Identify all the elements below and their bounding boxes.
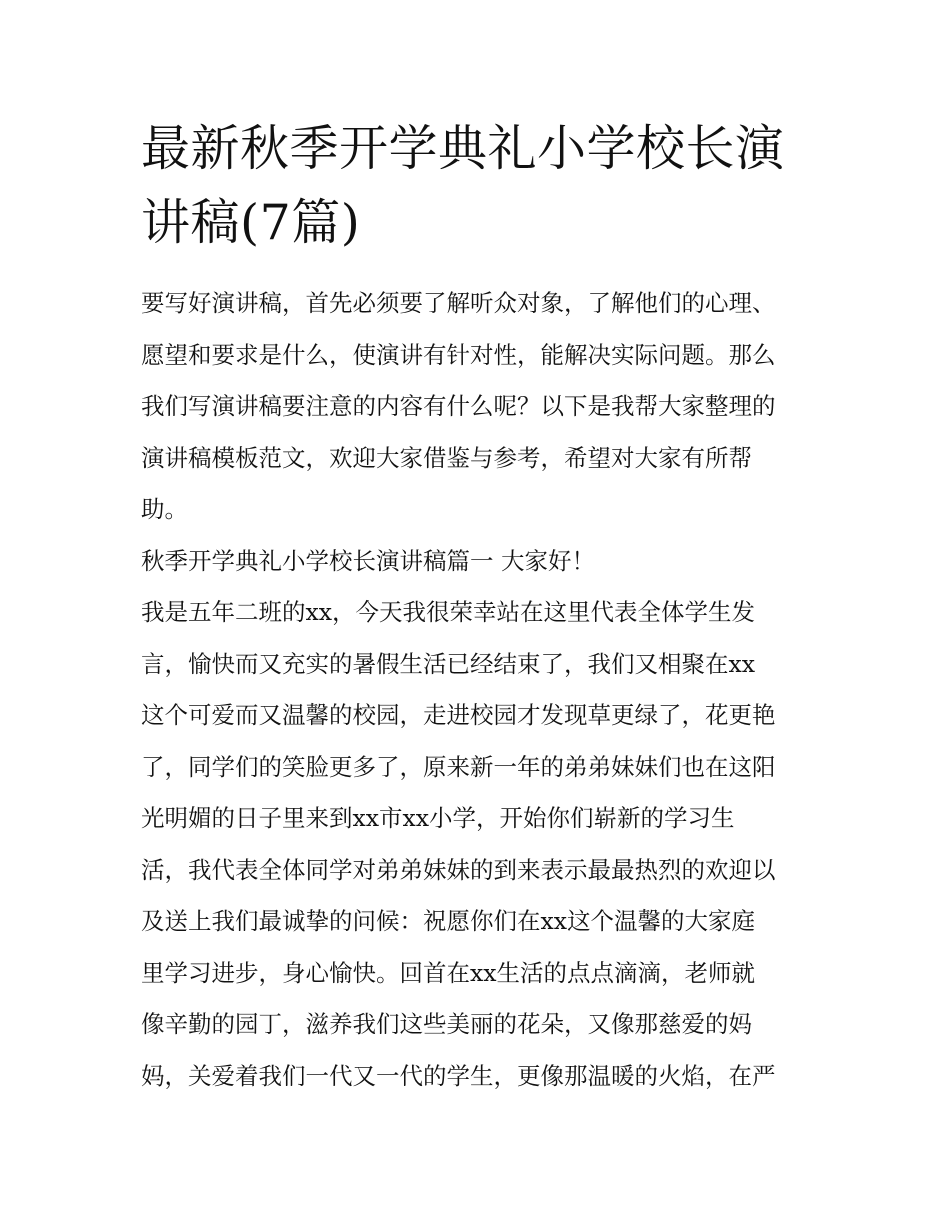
body-line: 了，同学们的笑脸更多了，原来新一年的弟弟妹妹们也在这阳 xyxy=(141,752,776,781)
body-line: 言，愉快而又充实的暑假生活已经结束了，我们又相聚在xx xyxy=(141,649,756,678)
body-line: 愿望和要求是什么，使演讲有针对性，能解决实际问题。那么 xyxy=(141,340,776,369)
body-line: 妈，关爱着我们一代又一代的学生，更像那温暖的火焰，在严 xyxy=(141,1061,776,1090)
body-line: 里学习进步，身心愉快。回首在xx生活的点点滴滴，老师就 xyxy=(141,958,756,987)
body-line: 我们写演讲稿要注意的内容有什么呢？以下是我帮大家整理的 xyxy=(141,392,776,420)
body-line: 及送上我们最诚挚的问候：祝愿你们在xx这个温馨的大家庭 xyxy=(141,907,756,935)
body-line: 活，我代表全体同学对弟弟妹妹的到来表示最最热烈的欢迎以 xyxy=(141,855,776,884)
document-title xyxy=(141,112,821,260)
body-line: 演讲稿模板范文，欢迎大家借鉴与参考，希望对大家有所帮 xyxy=(141,443,752,472)
body-line: 光明媚的日子里来到xx市xx小学，开始你们崭新的学习生 xyxy=(141,804,735,832)
body-line: 像辛勤的园丁，滋养我们这些美丽的花朵，又像那慈爱的妈 xyxy=(141,1010,752,1038)
title-line-1: 最新秋季开学典礼小学校长演 xyxy=(141,120,785,177)
body-line: 要写好演讲稿，首先必须要了解听众对象，了解他们的心理、 xyxy=(141,289,776,317)
body-line: 我是五年二班的xx，今天我很荣幸站在这里代表全体学生发 xyxy=(141,598,756,626)
section-heading: 秋季开学典礼小学校长演讲稿篇一 大家好！ xyxy=(141,546,595,575)
title-line-2: 讲稿(7篇) xyxy=(141,194,361,251)
body-line: 这个可爱而又温馨的校园，走进校园才发现草更绿了，花更艳 xyxy=(141,701,776,729)
body-line: 助。 xyxy=(141,495,188,523)
document-body xyxy=(141,278,821,1102)
